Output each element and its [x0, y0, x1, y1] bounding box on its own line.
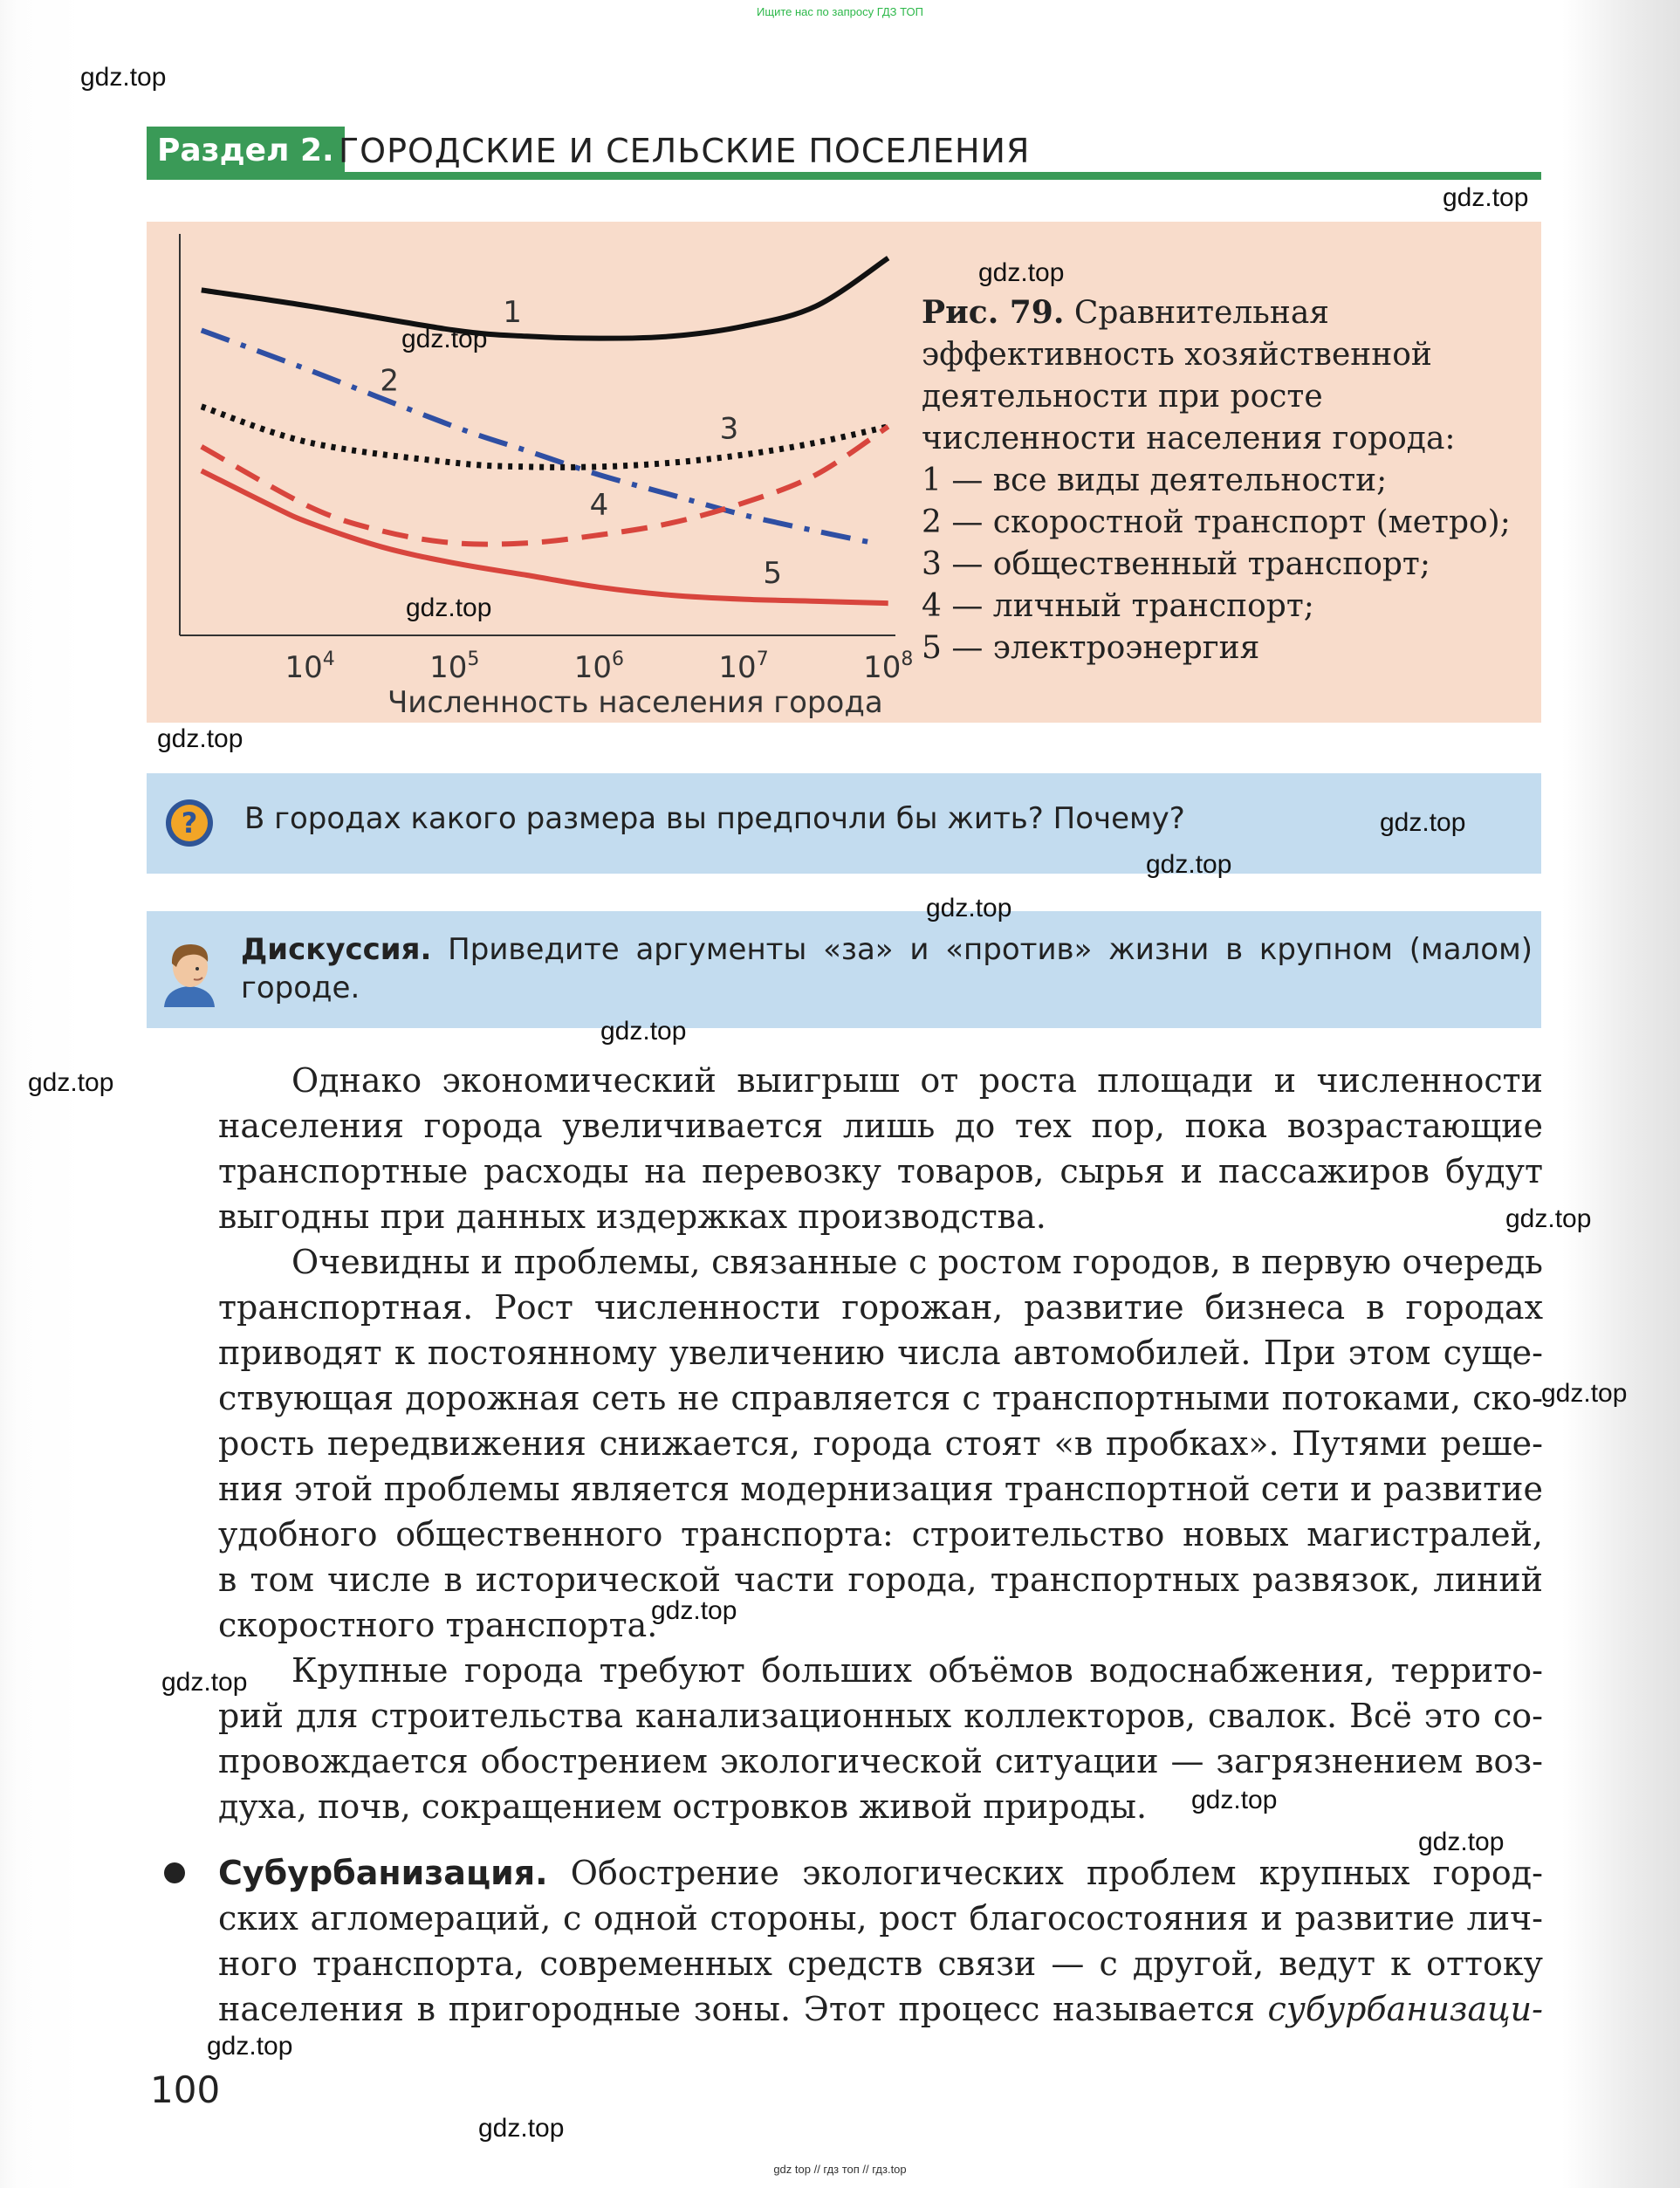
text-line: провождается обострением экологической ситуации — загрязнением воз-	[218, 1742, 1543, 1780]
section-title: ГОРОДСКИЕ И СЕЛЬСКИЕ ПОСЕЛЕНИЯ	[339, 132, 1031, 170]
efficiency-chart	[147, 222, 915, 723]
top-promo-note: Ищите нас по запросу ГДЗ ТОП	[757, 5, 923, 18]
svg-text:?: ?	[181, 806, 198, 840]
discussion-box	[147, 911, 1541, 1028]
discussion-prompt: Приведите аргументы «за» и «против» жизни в крупном (малом) городе.	[241, 932, 1533, 1005]
text-line: ских агломераций, с одной стороны, рост благосостояния и развитие лич-	[218, 1899, 1543, 1938]
text-line: Однако экономический выигрыш от роста площади и численности	[291, 1061, 1543, 1100]
text-line: приводят к постоянному увеличению числа автомобилей. При этом суще-	[218, 1334, 1543, 1372]
text-line: рость передвижения снижается, города стоят «в пробках». Путями реше-	[218, 1424, 1543, 1463]
series-1-line	[202, 258, 888, 339]
curve-label-4: 4	[589, 488, 609, 523]
watermark: gdz.top	[161, 1668, 248, 1697]
watermark: gdz.top	[1146, 850, 1232, 879]
watermark: gdz.top	[1541, 1379, 1628, 1408]
text-line: в том числе в исторической части города, транспортных развязок, линий	[218, 1560, 1543, 1599]
x-tick-label: $10^8$	[863, 648, 914, 685]
paragraph-2	[218, 1239, 1543, 1648]
text-line: транспортные расходы на перевозку товаров, сырья и пассажиров будут	[218, 1152, 1543, 1190]
text-line: ствующая дорожная сеть не справляется с транспортными потоками, ско-	[218, 1379, 1543, 1417]
watermark: gdz.top	[80, 63, 167, 92]
watermark: gdz.top	[157, 724, 243, 753]
paragraph-3	[218, 1648, 1543, 1829]
text-line: рий для строительства канализационных коллекторов, свалок. Всё это со-	[218, 1697, 1543, 1735]
discussion-label: Дискуссия.	[241, 932, 432, 967]
watermark: gdz.top	[401, 325, 488, 353]
watermark: gdz.top	[651, 1596, 737, 1625]
curve-label-1: 1	[503, 295, 522, 331]
watermark: gdz.top	[978, 258, 1065, 287]
watermark: gdz.top	[406, 593, 492, 622]
watermark: gdz.top	[1505, 1204, 1592, 1233]
legend-item-2: 2 — скоростной транспорт (метро);	[922, 504, 1511, 540]
italic-term: субурбанизаци-	[1267, 1990, 1543, 2028]
paragraph-4	[218, 1850, 1543, 2032]
figure-79	[147, 222, 1541, 723]
text-line: скоростного транспорта.	[218, 1606, 658, 1644]
series-2-line	[202, 330, 874, 543]
paragraph-1	[218, 1058, 1543, 1239]
text-line: транспортная. Рост численности горожан, развитие бизнеса в городах	[218, 1288, 1543, 1327]
curve-label-2: 2	[380, 363, 400, 399]
question-icon	[164, 798, 215, 848]
subheading-suburbanization: Субурбанизация.	[218, 1854, 548, 1892]
boy-avatar-icon	[159, 937, 220, 1007]
caption-text: Сравнительная эффективность хозяйственной деятельности при росте численности населения города:	[922, 295, 1456, 456]
watermark: gdz.top	[1191, 1786, 1278, 1814]
page-number: 100	[150, 2068, 221, 2111]
legend-item-1: 1 — все виды деятельности;	[922, 463, 1388, 498]
figure-caption	[922, 292, 1533, 669]
text-line	[218, 1850, 1543, 1896]
watermark: gdz.top	[207, 2032, 293, 2061]
text-line: духа, почв, сокращением островков живой природы.	[218, 1787, 1148, 1826]
discussion-text	[241, 930, 1533, 1007]
caption-title: Рис. 79.	[922, 294, 1065, 331]
text-line-content: населения в пригородные зоны. Этот процесс называется	[218, 1990, 1255, 2028]
text-line: удобного общественного транспорта: строительство новых магистралей,	[218, 1515, 1543, 1554]
watermark: gdz.top	[926, 894, 1012, 923]
question-box	[147, 773, 1541, 874]
watermark: gdz.top	[1418, 1828, 1505, 1856]
x-tick-label: $10^4$	[285, 648, 335, 685]
watermark: gdz.top	[478, 2114, 565, 2143]
curve-label-5: 5	[763, 556, 783, 592]
question-text: В городах какого размера вы предпочли бы жить? Почему?	[244, 801, 1185, 836]
x-tick-label: $10^7$	[718, 648, 769, 685]
section-header	[147, 127, 1541, 179]
curve-label-3: 3	[719, 411, 739, 447]
watermark: gdz.top	[1380, 808, 1466, 837]
x-tick-label: $10^5$	[429, 648, 480, 685]
x-axis-title: Численность населения города	[387, 685, 883, 720]
watermark: gdz.top	[600, 1017, 687, 1046]
text-line: населения города увеличивается лишь до тех пор, пока возрастающие	[218, 1107, 1543, 1145]
watermark: gdz.top	[1443, 183, 1529, 212]
legend-item-5: 5 — электроэнергия	[922, 630, 1260, 666]
bullet-icon	[164, 1862, 185, 1883]
bottom-promo-note: gdz top // гдз топ // гдз.top	[773, 2163, 907, 2176]
watermark: gdz.top	[28, 1068, 114, 1097]
text-line	[218, 1986, 1543, 2032]
section-label: Раздел 2.	[147, 127, 345, 175]
text-line: ния этой проблемы является модернизация транспортной сети и развитие	[218, 1470, 1543, 1508]
x-tick-label: $10^6$	[573, 648, 625, 685]
text-line: ного транспорта, современных средств связи — с другой, ведут к оттоку	[218, 1945, 1543, 1983]
text-line-content: Обострение экологических проблем крупных город-	[570, 1854, 1543, 1892]
text-line: Крупные города требуют больших объёмов водоснабжения, террито-	[291, 1651, 1543, 1690]
legend-item-4: 4 — личный транспорт;	[922, 588, 1314, 624]
text-line: Очевидны и проблемы, связанные с ростом городов, в первую очередь	[291, 1243, 1543, 1281]
text-line: выгодны при данных издержках производства.	[218, 1197, 1046, 1236]
legend-item-3: 3 — общественный транспорт;	[922, 546, 1430, 582]
header-underline	[147, 172, 1541, 180]
